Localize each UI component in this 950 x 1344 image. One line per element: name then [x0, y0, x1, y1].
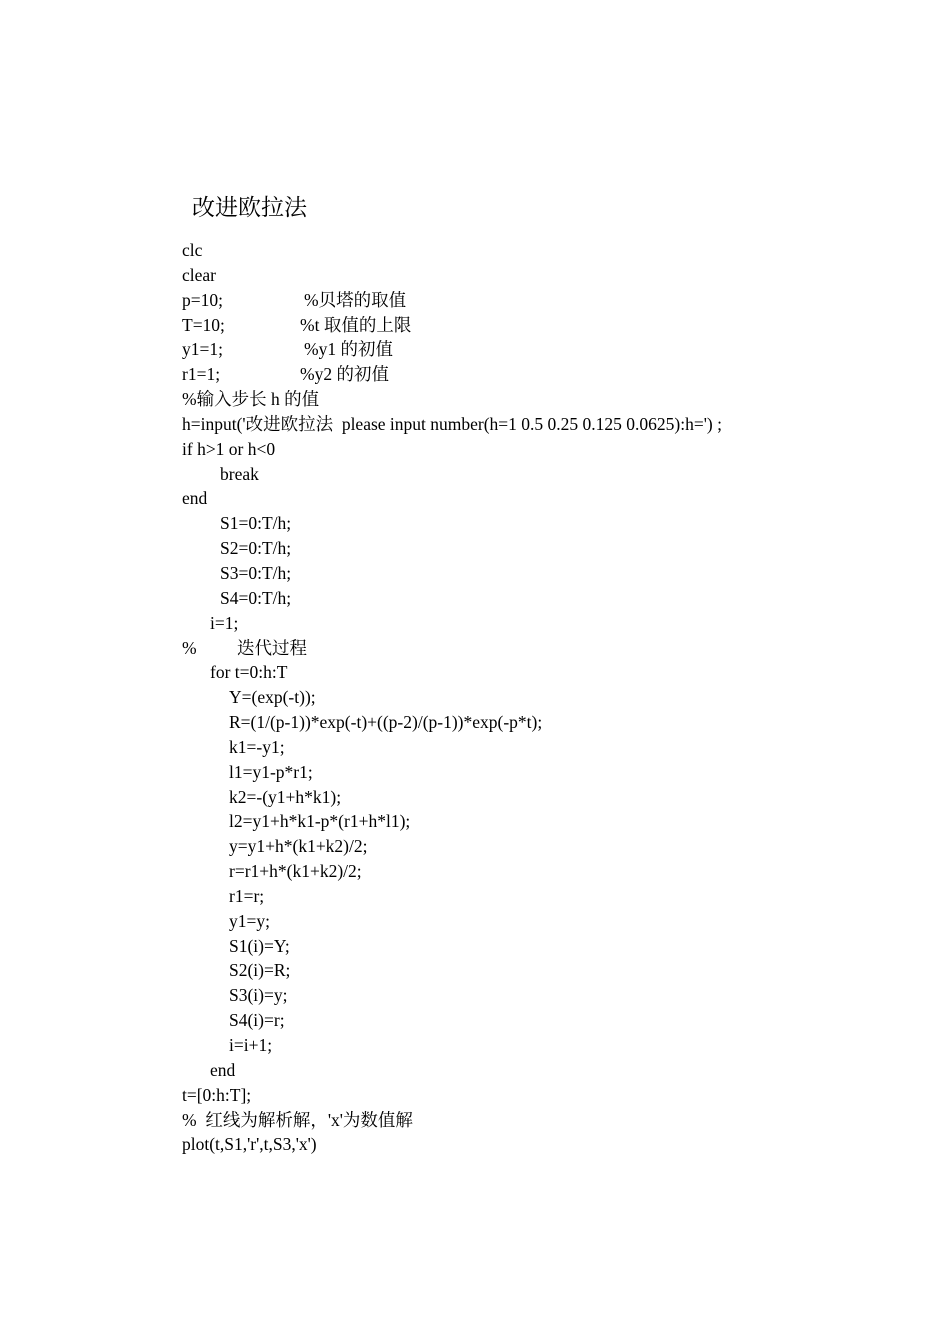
code-line — [182, 437, 922, 462]
code-text: % 红线为解析解，'x'为数值解 — [182, 1109, 413, 1130]
code-line — [182, 735, 922, 760]
code-line — [182, 313, 922, 338]
code-text: t=[0:h:T]; — [182, 1084, 252, 1105]
code-comment: %t 取值的上限 — [300, 314, 412, 335]
code-line — [182, 1083, 922, 1108]
code-text: S3(i)=y; — [229, 985, 288, 1006]
code-text: R=(1/(p-1))*exp(-t)+((p-2)/(p-1))*exp(-p*t); — [229, 712, 543, 733]
code-line — [182, 958, 922, 983]
code-line — [182, 462, 922, 487]
code-line — [182, 288, 922, 313]
code-text: S2(i)=R; — [229, 960, 291, 981]
code-line — [182, 238, 922, 263]
code-text: i=1; — [210, 612, 239, 633]
code-text: y1=y; — [229, 910, 270, 931]
code-text: p=10; — [182, 289, 223, 310]
code-text: S1=0:T/h; — [220, 513, 292, 534]
code-line — [182, 387, 922, 412]
code-line — [182, 884, 922, 909]
code-text: end — [210, 1059, 236, 1080]
code-line — [182, 859, 922, 884]
code-text: Y=(exp(-t)); — [229, 687, 316, 708]
code-text: l1=y1-p*r1; — [229, 761, 313, 782]
code-line — [182, 1058, 922, 1083]
code-text: if h>1 or h<0 — [182, 438, 276, 459]
code-line — [182, 909, 922, 934]
code-text: S4(i)=r; — [229, 1010, 285, 1031]
code-text: r=r1+h*(k1+k2)/2; — [229, 861, 362, 882]
code-text: clear — [182, 264, 216, 285]
code-text: end — [182, 488, 208, 509]
code-line — [182, 511, 922, 536]
code-text: k2=-(y1+h*k1); — [229, 786, 342, 807]
code-text: i=i+1; — [229, 1035, 273, 1055]
code-line — [182, 710, 922, 735]
code-text: S2=0:T/h; — [220, 538, 292, 559]
code-comment: %y1 的初值 — [304, 339, 393, 360]
code-comment: %贝塔的取值 — [304, 289, 407, 310]
code-line — [182, 536, 922, 561]
code-text: S3=0:T/h; — [220, 562, 292, 583]
code-line — [182, 412, 922, 437]
code-listing — [182, 238, 922, 1157]
code-comment: 迭代过程 — [237, 637, 307, 658]
code-text: r1=r; — [229, 885, 265, 906]
code-line — [182, 586, 922, 611]
code-text: S4=0:T/h; — [220, 587, 292, 608]
code-line — [182, 1008, 922, 1033]
code-text: % — [182, 637, 197, 658]
code-text: clc — [182, 240, 203, 260]
code-line — [182, 760, 922, 785]
code-line — [182, 1033, 922, 1058]
code-text: h=input('改进欧拉法 please input number(h=1 0.5 0.25 0.125 0.0625):h=') ; — [182, 413, 722, 434]
code-line — [182, 1132, 922, 1157]
code-line — [182, 1108, 922, 1133]
code-line — [182, 263, 922, 288]
code-line — [182, 934, 922, 959]
code-line — [182, 983, 922, 1008]
code-line — [182, 611, 922, 636]
code-text: plot(t,S1,'r',t,S3,'x') — [182, 1134, 317, 1155]
code-line — [182, 362, 922, 387]
code-text: %输入步长 h 的值 — [182, 389, 320, 410]
code-text: y=y1+h*(k1+k2)/2; — [229, 836, 368, 857]
code-line — [182, 685, 922, 710]
code-text: k1=-y1; — [229, 736, 285, 757]
code-line — [182, 785, 922, 810]
code-text: S1(i)=Y; — [229, 935, 290, 956]
code-line — [182, 834, 922, 859]
code-text: r1=1; — [182, 364, 221, 385]
document-title: 改进欧拉法 — [192, 195, 307, 220]
code-line — [182, 660, 922, 685]
code-text: y1=1; — [182, 339, 223, 360]
code-line — [182, 337, 922, 362]
code-line — [182, 636, 922, 661]
code-text: for t=0:h:T — [210, 662, 288, 683]
code-text: break — [220, 463, 259, 484]
code-comment: %y2 的初值 — [300, 364, 389, 385]
code-text: T=10; — [182, 314, 225, 335]
code-text: l2=y1+h*k1-p*(r1+h*l1); — [229, 811, 411, 832]
code-line — [182, 809, 922, 834]
code-line — [182, 486, 922, 511]
code-line — [182, 561, 922, 586]
